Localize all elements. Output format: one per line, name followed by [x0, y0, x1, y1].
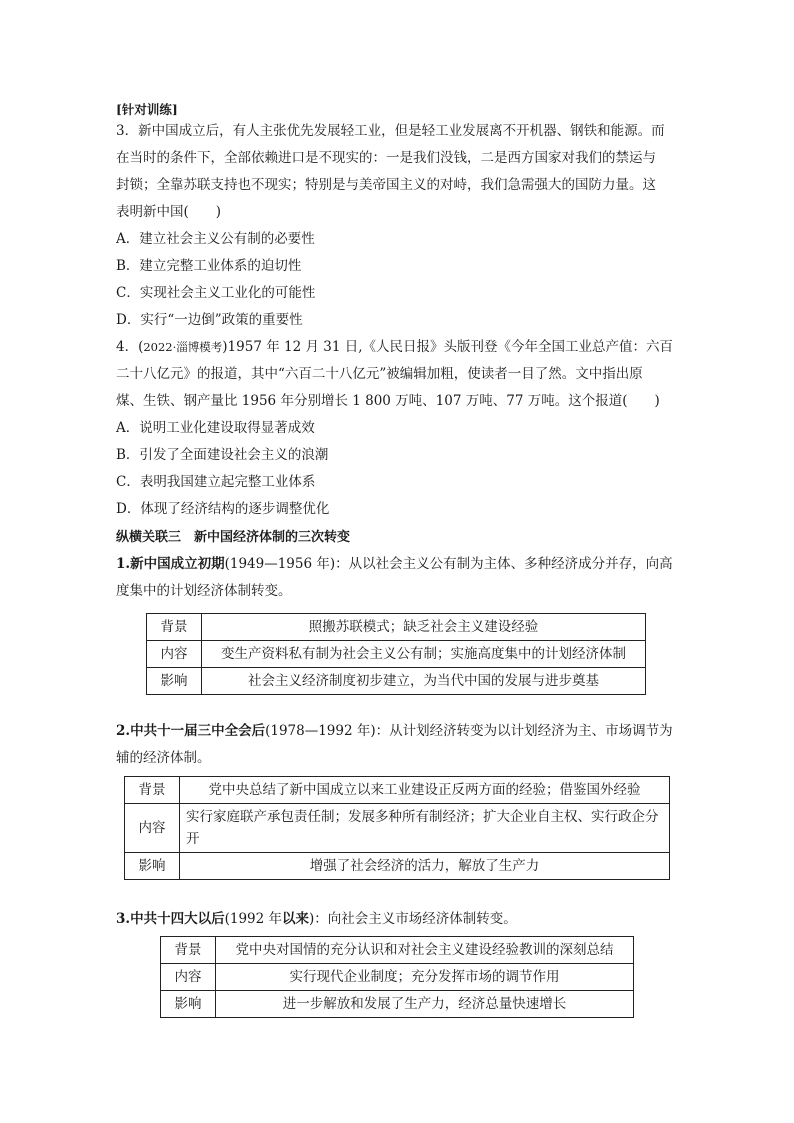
part2-content-body: 实行家庭联产承包责任制；发展多种所有制经济；扩大企业自主权、实行政企分开: [180, 804, 670, 853]
part3-bg-head: 背景: [161, 937, 216, 964]
part3-rest: )：向社会主义市场经济体制转变。: [309, 911, 517, 927]
q3-line-2: 在当时的条件下，全部依赖进口是不现实的：一是我们没钱，二是西方国家对我们的禁运与: [116, 150, 656, 166]
q4-line1-rest: )1957 年 12 月 31 日,《人民日报》头版刊登《今年全国工业总产值：六百: [222, 339, 674, 355]
q3-option-d[interactable]: D．实行“一边倒”政策的重要性: [116, 312, 303, 328]
section-title: 纵横关联三 新中国经济体制的三次转变: [116, 530, 351, 545]
q3-option-b[interactable]: B．建立完整工业体系的迫切性: [116, 258, 302, 274]
part2-impact-head: 影响: [125, 853, 180, 880]
part1-rest: (1949—1956 年)：从以社会主义公有制为主体、多种经济成分并存，向高: [224, 556, 673, 572]
part1-content-body: 变生产资料私有制为社会主义公有制；实施高度集中的计划经济体制: [202, 641, 646, 668]
q3-line-4: 表明新中国( ): [116, 204, 222, 220]
question-3: [116, 118, 665, 334]
part3-paren-open: (1992 年: [224, 911, 283, 927]
part1-table: [146, 613, 646, 695]
table-row: [147, 641, 646, 668]
q4-line-2: 二十八亿元》的报道，其中“六百二十八亿元”被编辑加粗，使读者一目了然。文中指出原: [116, 366, 643, 382]
table-row: [161, 991, 634, 1018]
part2-bg-body: 党中央总结了新中国成立以来工业建设正反两方面的经验；借鉴国外经验: [180, 777, 670, 804]
q3-line-3: 封锁；全靠苏联支持也不现实；特别是与美帝国主义的对峙，我们急需强大的国防力量。这: [116, 177, 656, 193]
part3-table: [160, 936, 634, 1018]
part3-bg-body: 党中央对国情的充分认识和对社会主义建设经验教训的深刻总结: [216, 937, 634, 964]
part1-impact-head: 影响: [147, 668, 202, 695]
part2-content-head: 内容: [125, 804, 180, 853]
part1-title: 1.新中国成立初期: [116, 556, 225, 572]
q4-option-c[interactable]: C．表明我国建立起完整工业体系: [116, 474, 316, 490]
question-4: [116, 334, 673, 523]
part3-impact-head: 影响: [161, 991, 216, 1018]
q4-line-1: [116, 334, 673, 361]
part3-content-head: 内容: [161, 964, 216, 991]
q4-source: 2022·淄博模考: [143, 340, 223, 354]
part2-title: 2.中共十一届三中全会后: [116, 723, 266, 739]
q3-option-c[interactable]: C．实现社会主义工业化的可能性: [116, 285, 316, 301]
part3-title: 3.中共十四大以后: [116, 911, 225, 927]
table-row: [161, 937, 634, 964]
table-row: [125, 777, 670, 804]
q4-line-3: 煤、生铁、钢产量比 1956 年分别增长 1 800 万吨、107 万吨、77 万吨。这个报道( ): [116, 393, 660, 409]
part2-table: [124, 776, 670, 880]
part3-line-1: [116, 906, 517, 933]
part2-rest: (1978—1992 年)：从计划经济转变为以计划经济为主、市场调节为: [265, 723, 673, 739]
q3-line-1: 3．新中国成立后，有人主张优先发展轻工业，但是轻工业发展离不开机器、钢铁和能源。而: [116, 123, 665, 139]
part1-line-1: [116, 551, 673, 578]
part1-line-2: 度集中的计划经济体制转变。: [116, 583, 292, 599]
part-3: [116, 906, 517, 933]
part1-bg-head: 背景: [147, 614, 202, 641]
part3-impact-body: 进一步解放和发展了生产力，经济总量快速增长: [216, 991, 634, 1018]
q4-option-b[interactable]: B．引发了全面建设社会主义的浪潮: [116, 447, 329, 463]
part2-line-1: [116, 718, 673, 745]
part3-paren-bold: 以来: [282, 911, 310, 927]
part-1: [116, 551, 673, 605]
q4-prefix: 4．(: [116, 339, 144, 355]
part2-impact-body: 增强了社会经济的活力，解放了生产力: [180, 853, 670, 880]
part1-impact-body: 社会主义经济制度初步建立，为当代中国的发展与进步奠基: [202, 668, 646, 695]
table-row: [147, 668, 646, 695]
table-row: [125, 804, 670, 853]
part-2: [116, 718, 673, 772]
q4-option-a[interactable]: A．说明工业化建设取得显著成效: [116, 420, 315, 436]
table-row: [161, 964, 634, 991]
table-row: [125, 853, 670, 880]
part2-line-2: 辅的经济体制。: [116, 750, 211, 766]
training-label: [针对训练]: [116, 102, 178, 117]
part2-bg-head: 背景: [125, 777, 180, 804]
part1-bg-body: 照搬苏联模式；缺乏社会主义建设经验: [202, 614, 646, 641]
part3-content-body: 实行现代企业制度；充分发挥市场的调节作用: [216, 964, 634, 991]
part1-content-head: 内容: [147, 641, 202, 668]
table-row: [147, 614, 646, 641]
q3-option-a[interactable]: A．建立社会主义公有制的必要性: [116, 231, 315, 247]
q4-option-d[interactable]: D．体现了经济结构的逐步调整优化: [116, 501, 330, 517]
